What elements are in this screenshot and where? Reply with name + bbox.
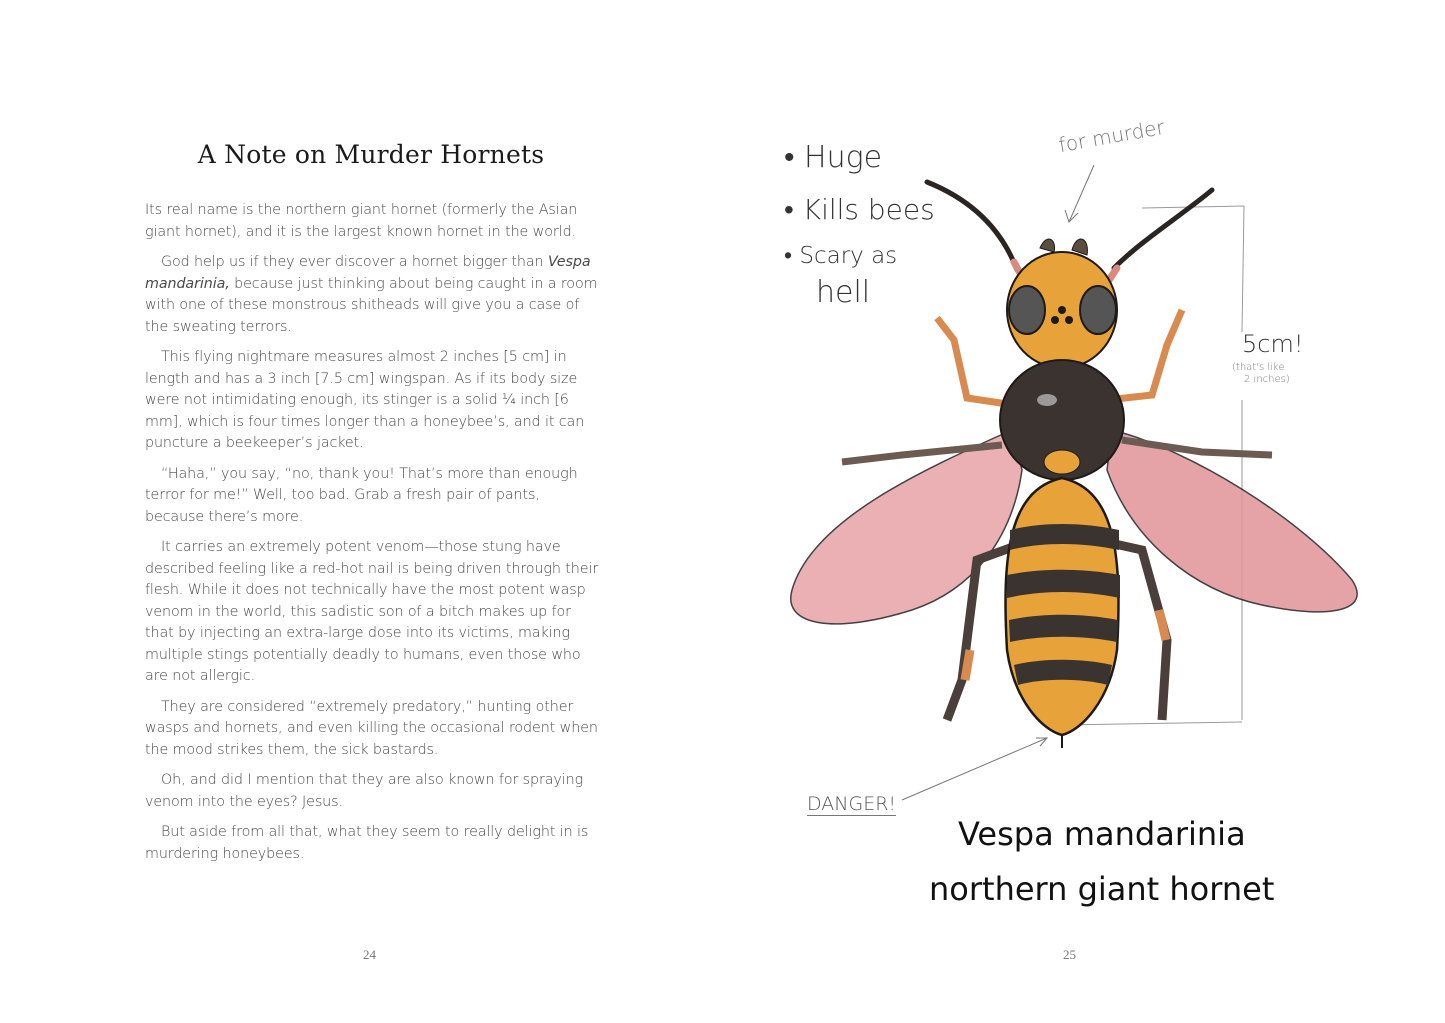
annotation-size-note-2: 2 inches) <box>1244 374 1290 385</box>
paragraph-7: Oh, and did I mention that they are also known for spraying venom into the eyes? Jesus. <box>145 772 584 810</box>
annotation-kills-bees: • Kills bees <box>784 193 935 226</box>
paragraph-6: They are considered “extremely predatory,” hunting other wasps and hornets, and even killing the occasional rodent when the mood strikes them, the sick bastards. <box>145 698 598 758</box>
page-number-left: 24 <box>363 947 376 962</box>
left-page <box>0 0 722 1023</box>
paragraph-3: This flying nightmare measures almost 2 inches [5 cm] in length and has a 3 inch [7.5 cm] wingspan. As if its body size were not intimidating enough, its stinger is a solid ¼ inch [6 mm], which is four times longer than a honeybee’s, and it can puncture a beekeeper’s jacket. <box>145 349 585 451</box>
chapter-title: A Note on Murder Hornets <box>197 140 545 169</box>
annotation-huge: • Huge <box>784 140 883 175</box>
annotation-scary: • Scary as <box>784 243 898 269</box>
common-name-label: northern giant hornet <box>929 870 1275 908</box>
paragraph-1: Its real name is the northern giant hornet (formerly the Asian giant hornet), and it is the largest known hornet in the world. <box>145 202 578 240</box>
paragraph-8: But aside from all that, what they seem to really delight in is murdering honeybees. <box>145 824 589 862</box>
annotation-hell: hell <box>816 275 871 310</box>
paragraph-2: God help us if they ever discover a hornet bigger than Vespa mandarinia, because just thinking about being caught in a room with one of these monstrous shitheads will give you a case of the sweating terrors. <box>145 254 598 335</box>
annotation-size-note-1: (that's like <box>1232 362 1285 373</box>
annotation-for-murder: for murder <box>1056 114 1167 158</box>
species-label: Vespa mandarinia <box>958 815 1246 853</box>
page-number-right: 25 <box>1063 947 1076 962</box>
annotation-size: 5cm! <box>1242 330 1304 358</box>
annotation-danger: DANGER! <box>807 793 897 815</box>
paragraph-4: “Haha,” you say, “no, thank you! That’s more than enough terror for me!” Well, too bad. Grab a fresh pair of pants, because there’s more. <box>145 465 578 525</box>
species-italic: Vespa mandarinia, <box>145 254 591 292</box>
paragraph-5: It carries an extremely potent venom—those stung have described feeling like a red-hot nail is being driven through their flesh. While it does not technically have the most potent wasp venom in the world, this sadistic son of a bitch makes up for that by injecting an extra-large dose into its victims, making multiple stings potentially deadly to humans, even those who are not allergic. <box>145 539 599 684</box>
body-text <box>145 200 603 874</box>
right-page <box>722 0 1445 1023</box>
